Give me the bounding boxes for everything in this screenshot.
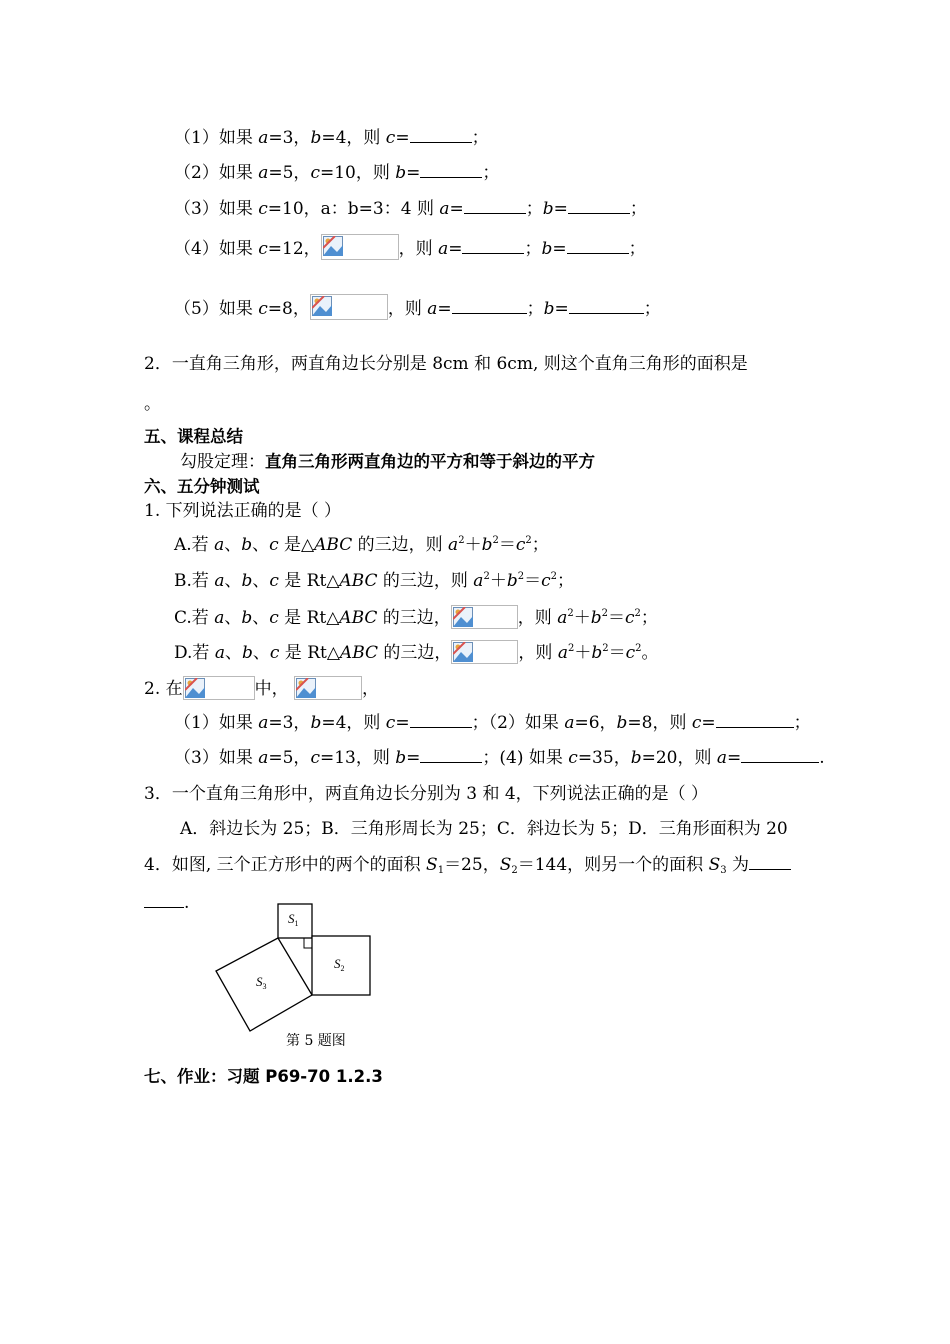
broken-image-icon	[451, 605, 518, 629]
blank	[741, 747, 819, 763]
exercise-1-1: （1）如果 a=3，b=4，则 c= ；	[174, 128, 489, 148]
test-1: 1. 下列说法正确的是（ ）	[144, 501, 342, 521]
exercise-1-2: （2）如果 a=5，c=10，则 b= ；	[174, 163, 500, 183]
question-2: 2．一直角三角形，两直角边长分别是 8cm 和 6cm, 则这个直角三角形的面积是	[144, 354, 748, 374]
broken-image-icon	[183, 676, 255, 700]
test-1-option-b: B.若 a、b、c 是 Rt△ABC 的三边，则 $a^2+b^2=c^2$；	[174, 571, 574, 591]
blank	[410, 127, 472, 143]
section-6-heading: 六、五分钟测试	[144, 477, 260, 496]
test-2-parts-3-4: （3）如果 a=5，c=13，则 b= ；(4) 如果 c=35，b=20，则 a= .	[174, 748, 825, 768]
blank	[569, 298, 644, 314]
question-2-end: 。	[144, 394, 161, 414]
label-s3: $S_3$	[256, 974, 267, 991]
blank	[420, 162, 482, 178]
label-s2: $S_2$	[334, 956, 345, 973]
theorem: 勾股定理：直角三角形两直角边的平方和等于斜边的平方	[180, 452, 595, 472]
blank	[420, 747, 482, 763]
blank	[568, 198, 630, 214]
test-1-option-a: A.若 a、b、c 是△ABC 的三边，则 $a^2+b^2=c^2$；	[174, 535, 549, 555]
blank	[410, 712, 472, 728]
broken-image-icon	[451, 640, 518, 664]
blank	[716, 712, 794, 728]
exercise-1-4: （4）如果 c=12， ，则 a= ；b= ；	[174, 234, 646, 260]
section-7-heading: 七、作业：习题 P69-70 1.2.3	[144, 1067, 383, 1086]
test-1-option-c: C.若 a、b、c 是 Rt△ABC 的三边， ，则 $a^2+b^2=c^2$；	[174, 605, 658, 629]
test-4: 4．如图, 三个正方形中的两个的面积 $S_1=25$，$S_2=144$，则另一个的面积 $S_3$ 为	[144, 854, 791, 876]
exercise-1-5: （5）如果 c=8， ，则 a= ；b= ；	[174, 294, 661, 320]
test-3-options: A．斜边长为 25；B．三角形周长为 25；C．斜边长为 5；D．三角形面积为 20	[180, 819, 788, 839]
blank	[749, 854, 791, 870]
blank	[452, 298, 527, 314]
exercise-1-3: （3）如果 c=10，a：b=3：4 则 a= ；b= ；	[174, 199, 647, 219]
blank	[567, 238, 629, 254]
section-5-heading: 五、课程总结	[144, 427, 243, 446]
test-2-parts-1-2: （1）如果 a=3，b=4，则 c= ；（2）如果 a=6，b=8，则 c= ；	[174, 713, 811, 733]
blank	[144, 892, 184, 908]
figure-caption: 第 5 题图	[286, 1033, 346, 1049]
broken-image-icon	[310, 294, 388, 320]
broken-image-icon	[294, 676, 362, 700]
broken-image-icon	[321, 234, 399, 260]
three-squares-figure	[212, 900, 382, 1035]
blank	[464, 198, 526, 214]
label-s1: $S_1$	[288, 911, 299, 928]
test-3: 3．一个直角三角形中，两直角边长分别为 3 和 4，下列说法正确的是（ ）	[144, 784, 709, 804]
test-1-option-d: D.若 a、b、c 是 Rt△ABC 的三边， ，则 $a^2+b^2=c^2$。	[174, 640, 659, 664]
right-angle-mark	[304, 938, 312, 948]
test-4-continuation: .	[144, 892, 189, 914]
blank	[462, 238, 524, 254]
test-2: 2. 在 中， ，	[144, 676, 379, 700]
